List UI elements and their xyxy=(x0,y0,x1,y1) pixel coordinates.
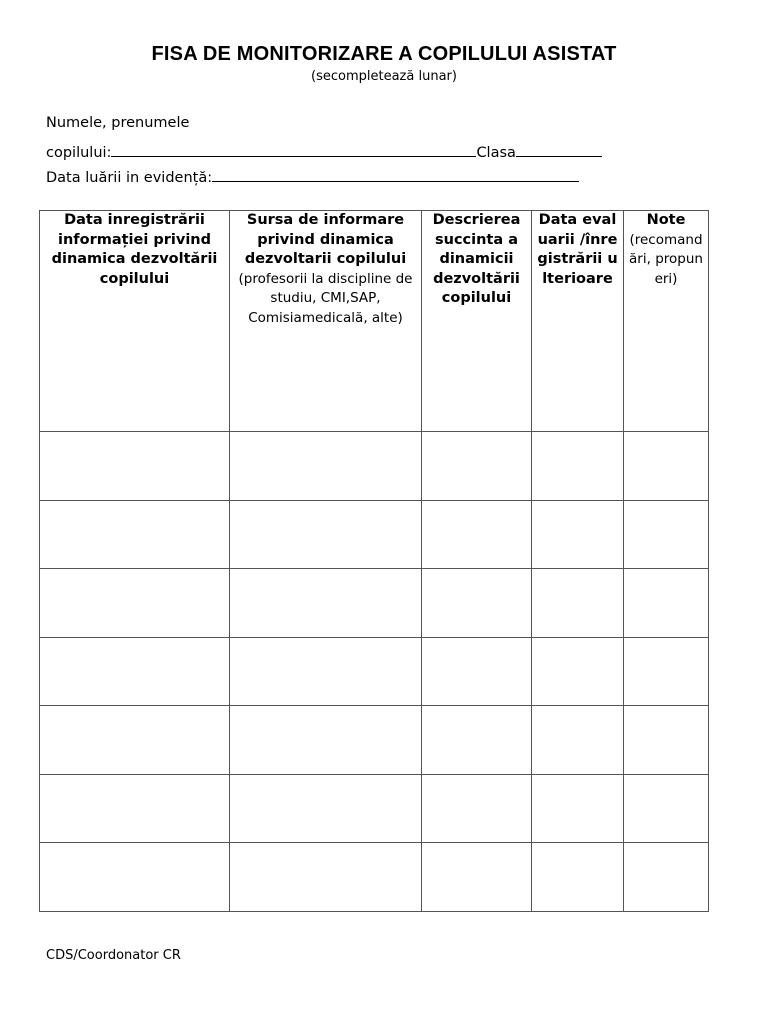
header-col-3-bold: Descrierea succinta a dinamicii dezvoltării copilului xyxy=(432,212,521,306)
table-cell[interactable] xyxy=(532,569,624,638)
header-col-2-bold: Sursa de informare privind dinamica dezvoltarii copilului xyxy=(244,212,407,267)
header-col-date-registration xyxy=(40,211,230,432)
table-cell[interactable] xyxy=(40,569,230,638)
table-row xyxy=(40,500,709,569)
table-cell[interactable] xyxy=(230,500,422,569)
table-cell[interactable] xyxy=(624,569,709,638)
child-class-field-row xyxy=(46,142,602,161)
table-cell[interactable] xyxy=(40,843,230,912)
header-col-evaluation-date xyxy=(532,211,624,432)
table-cell[interactable] xyxy=(422,706,532,775)
table-row xyxy=(40,706,709,775)
table-row xyxy=(40,569,709,638)
child-name-blank[interactable] xyxy=(111,142,476,157)
table-cell[interactable] xyxy=(40,432,230,501)
date-field-row xyxy=(46,167,579,186)
table-cell[interactable] xyxy=(624,637,709,706)
signature-label: CDS/Coordonator CR xyxy=(46,948,181,963)
table-cell[interactable] xyxy=(230,774,422,843)
table-cell[interactable] xyxy=(422,569,532,638)
table-cell[interactable] xyxy=(532,637,624,706)
class-blank[interactable] xyxy=(516,142,602,157)
header-col-4-bold: Data evaluarii /înregistrării ulterioare xyxy=(537,212,618,287)
table-cell[interactable] xyxy=(40,637,230,706)
document-title: FISA DE MONITORIZARE A COPILULUI ASISTAT xyxy=(151,43,617,65)
table-row xyxy=(40,637,709,706)
table-cell[interactable] xyxy=(230,843,422,912)
header-col-information-source xyxy=(230,211,422,432)
table-row xyxy=(40,432,709,501)
table-cell[interactable] xyxy=(624,432,709,501)
table-cell[interactable] xyxy=(40,706,230,775)
header-col-description xyxy=(422,211,532,432)
table-cell[interactable] xyxy=(624,774,709,843)
child-label: copilului: xyxy=(46,145,112,161)
table-cell[interactable] xyxy=(230,569,422,638)
table-cell[interactable] xyxy=(532,432,624,501)
date-blank[interactable] xyxy=(212,167,579,182)
table-cell[interactable] xyxy=(422,843,532,912)
table-cell[interactable] xyxy=(422,637,532,706)
name-label: Numele, prenumele xyxy=(46,115,190,131)
table-cell[interactable] xyxy=(532,843,624,912)
table-cell[interactable] xyxy=(40,774,230,843)
header-col-5-note: (recomandări, propuneri) xyxy=(629,231,703,287)
table-cell[interactable] xyxy=(624,706,709,775)
name-field-row xyxy=(46,115,189,131)
table-cell[interactable] xyxy=(624,500,709,569)
table-cell[interactable] xyxy=(532,706,624,775)
table-row xyxy=(40,843,709,912)
class-label: Clasa xyxy=(476,145,516,161)
table-cell[interactable] xyxy=(422,432,532,501)
date-label: Data luării in evidență: xyxy=(46,170,213,186)
table-cell[interactable] xyxy=(624,843,709,912)
header-col-2-note: (profesorii la discipline de studiu, CMI,SAP, Comisiamedicală, alte) xyxy=(238,270,413,326)
table-cell[interactable] xyxy=(230,432,422,501)
header-col-5-bold: Note xyxy=(646,212,686,228)
document-subtitle: (secompletează lunar) xyxy=(311,69,457,84)
table-row xyxy=(40,774,709,843)
table-cell[interactable] xyxy=(422,500,532,569)
monitoring-table xyxy=(39,210,709,912)
header-col-1-bold: Data inregistrării informației privind dinamica dezvoltării copilului xyxy=(51,212,218,287)
table-header-row xyxy=(40,211,709,432)
table-cell[interactable] xyxy=(230,637,422,706)
header-col-notes xyxy=(624,211,709,432)
table-cell[interactable] xyxy=(422,774,532,843)
table-cell[interactable] xyxy=(532,774,624,843)
table-cell[interactable] xyxy=(40,500,230,569)
table-cell[interactable] xyxy=(532,500,624,569)
table-cell[interactable] xyxy=(230,706,422,775)
